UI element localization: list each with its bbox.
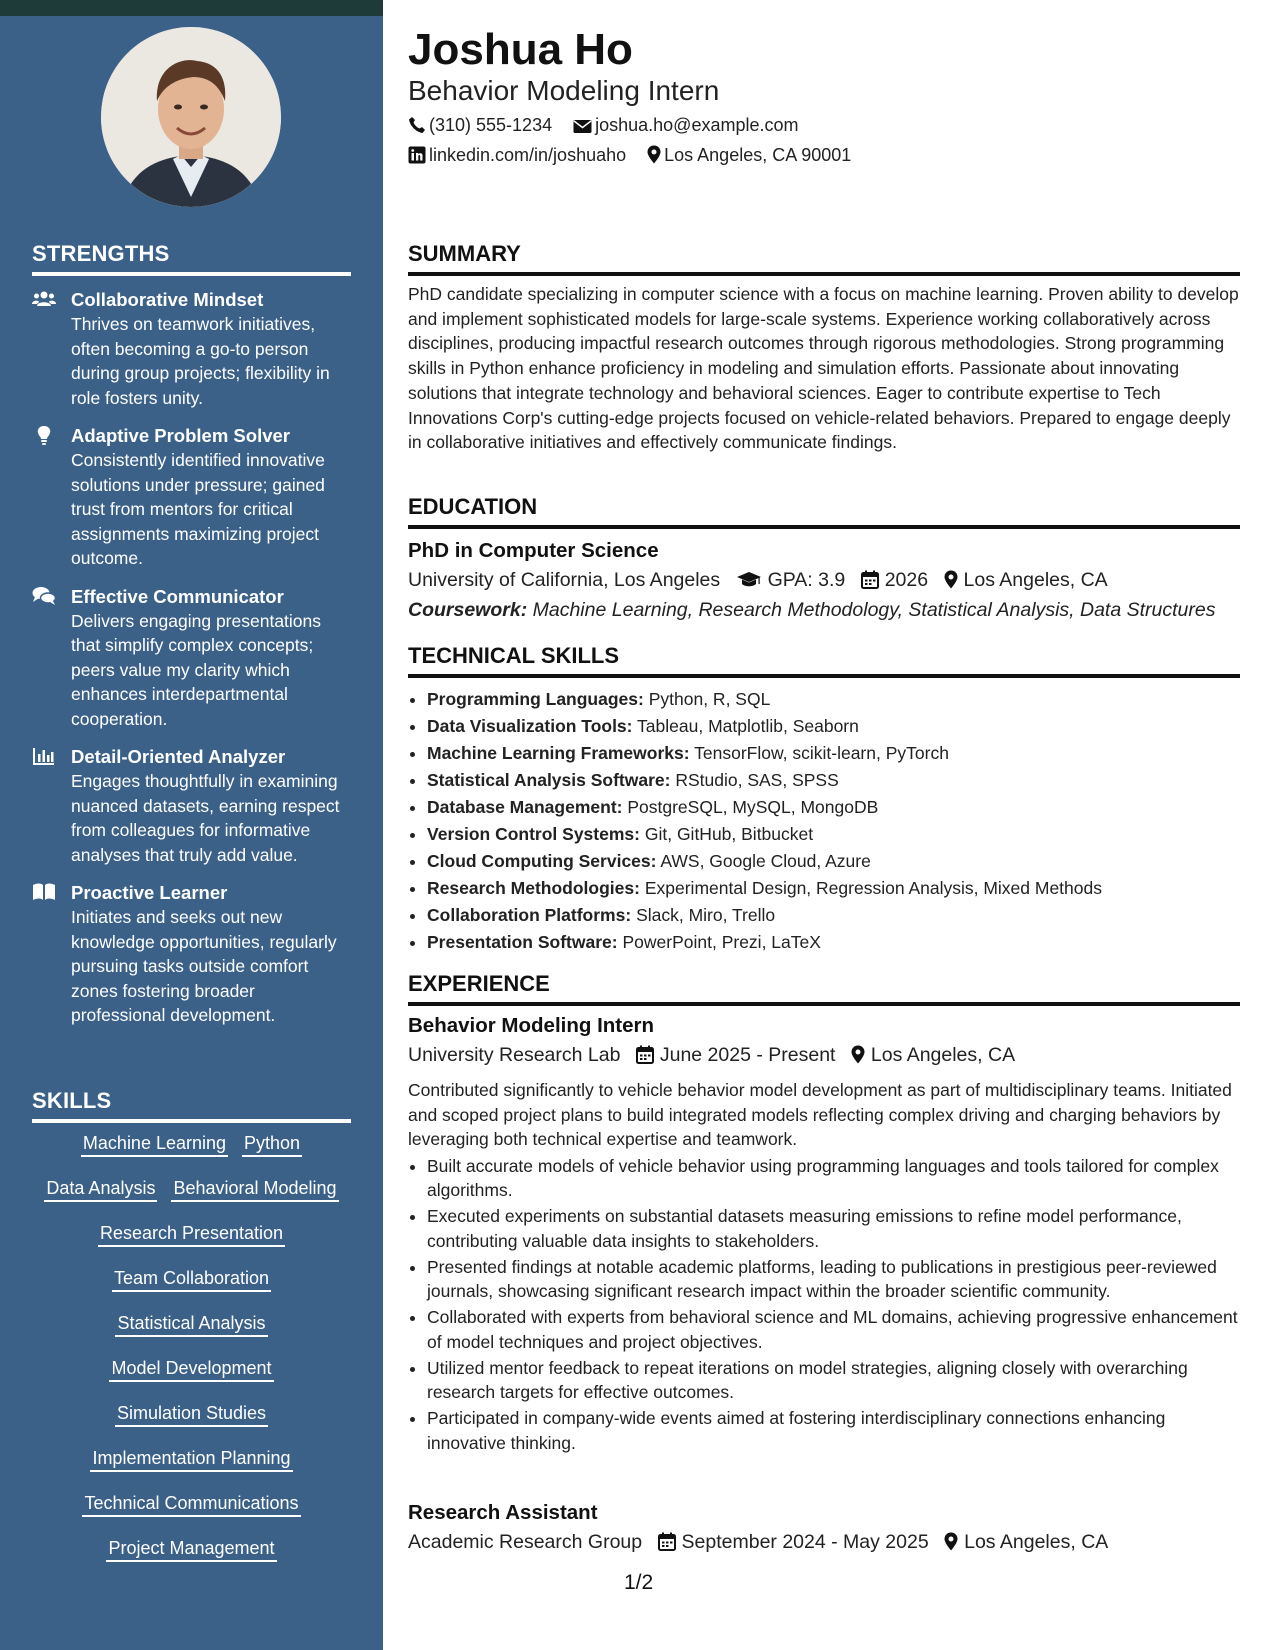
skill-tag: Model Development [109, 1357, 273, 1382]
calendar-icon [636, 1045, 654, 1064]
strength-description: Engages thoughtfully in examining nuanced datasets, earning respect from colleagues for informative analyses that truly add value. [71, 771, 340, 865]
education-meta [408, 565, 1240, 595]
book-open-icon [32, 882, 56, 902]
list-item [427, 929, 1259, 956]
bar-chart-icon [32, 746, 56, 766]
profile-photo [101, 27, 281, 207]
skill-tag: Technical Communications [82, 1492, 300, 1517]
sidebar [0, 0, 383, 1650]
skill-category: Research Methodologies: [427, 878, 640, 898]
skill-category: Version Control Systems: [427, 824, 640, 844]
calendar-icon [861, 570, 879, 589]
job-dates: September 2024 - May 2025 [681, 1531, 929, 1553]
contact-phone[interactable] [408, 113, 552, 137]
list-item: • Built accurate models of vehicle behavior using programming languages and tools tailored for complex algorithms. [427, 1154, 1240, 1203]
calendar-icon [658, 1532, 676, 1551]
strength-title: Collaborative Mindset [71, 289, 264, 310]
technical-skills-heading: TECHNICAL SKILLS [408, 643, 1240, 678]
strength-item [32, 287, 352, 410]
list-item [427, 902, 1259, 929]
contact-line-2 [408, 143, 867, 167]
envelope-icon [573, 118, 592, 134]
comments-icon [32, 586, 56, 606]
skill-category: Machine Learning Frameworks: [427, 743, 690, 763]
strength-item [32, 584, 352, 732]
users-icon [32, 289, 56, 309]
skill-category: Presentation Software: [427, 932, 618, 952]
map-pin-icon [851, 1045, 865, 1064]
graduation-year: 2026 [884, 569, 929, 591]
job-title: Behavior Modeling Intern [408, 1014, 655, 1037]
skill-category: Database Management: [427, 797, 623, 817]
skill-values: RStudio, SAS, SPSS [675, 770, 839, 790]
skill-category: Programming Languages: [427, 689, 644, 709]
phone-text: (310) 555-1234 [429, 115, 553, 135]
job-meta [408, 1040, 1240, 1070]
list-item [427, 767, 1259, 794]
map-pin-icon [647, 145, 661, 164]
strength-description: Consistently identified innovative solutions under pressure; gained trust from mentors for critical assignments maximizing project outcome. [71, 450, 325, 568]
strength-title: Adaptive Problem Solver [71, 425, 290, 446]
skill-values: Python, R, SQL [648, 689, 771, 709]
education-heading: EDUCATION [408, 494, 1240, 529]
strength-item [32, 744, 352, 867]
skill-values: PostgreSQL, MySQL, MongoDB [627, 797, 879, 817]
summary-text: PhD candidate specializing in computer science with a focus on machine learning. Proven ability to develop and implement sophisticated models for large-scale systems. Experience working collaboratively across disciplines, producing impactful research outcomes through rigorous methodologies. Strong programming skills in Python enhance proficiency in modeling and simulation efforts. Passionate about innovating solutions that integrate technology and behavioral sciences. Eager to contribute expertise to Tech Innovations Corp's cutting-edge projects focused on vehicle-related behaviors. Prepared to engage deeply in collaborative initiatives and effectively communicate findings. [408, 284, 1239, 453]
job-location: Los Angeles, CA [870, 1044, 1016, 1066]
contact-line-1 [408, 113, 815, 137]
job-org: Academic Research Group [408, 1531, 643, 1553]
map-pin-icon [944, 1532, 958, 1551]
skill-values: Git, GitHub, Bitbucket [644, 824, 814, 844]
linkedin-icon [408, 146, 426, 164]
strength-description: Thrives on teamwork initiatives, often becoming a go-to person during group projects; flexibility in role fosters unity. [71, 314, 330, 408]
experience-entry [408, 1012, 1240, 1457]
map-pin-icon [944, 570, 958, 589]
strength-title: Proactive Learner [71, 882, 228, 903]
skill-tag: Research Presentation [98, 1222, 285, 1247]
job-dates: June 2025 - Present [659, 1044, 836, 1066]
job-meta [408, 1527, 1240, 1557]
skill-tag: Statistical Analysis [115, 1312, 267, 1337]
skill-category: Collaboration Platforms: [427, 905, 632, 925]
coursework-line [408, 595, 1240, 625]
list-item: • Utilized mentor feedback to repeat iterations on model strategies, aligning closely with overarching research targets for effective outcomes. [427, 1356, 1240, 1405]
list-item [427, 740, 1259, 767]
job-description: Contributed significantly to vehicle behavior model development as part of multidisciplinary teams. Initiated and scoped project plans to build integrated models reflecting complex driving and charging behaviors by leveraging both technical expertise and teamwork. [408, 1080, 1232, 1149]
list-item [427, 713, 1259, 740]
skill-values: TensorFlow, scikit-learn, PyTorch [694, 743, 949, 763]
location-text: Los Angeles, CA 90001 [664, 145, 852, 165]
skill-category: Data Visualization Tools: [427, 716, 633, 736]
graduation-cap-icon [736, 571, 762, 589]
strength-title: Effective Communicator [71, 585, 284, 607]
strengths-list [32, 287, 352, 1041]
skills-heading: SKILLS [32, 1088, 351, 1123]
education-location: Los Angeles, CA [963, 569, 1108, 591]
contact-location [647, 143, 851, 167]
skill-values: AWS, Google Cloud, Azure [660, 851, 871, 871]
coursework-label: Coursework: [408, 599, 528, 621]
list-item [427, 794, 1259, 821]
degree-title: PhD in Computer Science [408, 539, 659, 562]
summary-heading: SUMMARY [408, 241, 1240, 276]
skill-category: Cloud Computing Services: [427, 851, 657, 871]
strength-item [32, 880, 352, 1028]
job-bullets [408, 1154, 1240, 1456]
lightbulb-icon [32, 425, 56, 445]
skill-tag: Project Management [106, 1537, 276, 1562]
skill-tag: Python [242, 1132, 302, 1157]
skill-tag: Simulation Studies [115, 1402, 268, 1427]
skill-values: Experimental Design, Regression Analysis, Mixed Methods [644, 878, 1102, 898]
list-item [427, 875, 1259, 902]
skill-values: Slack, Miro, Trello [636, 905, 776, 925]
skill-tag: Implementation Planning [90, 1447, 292, 1472]
skill-values: PowerPoint, Prezi, LaTeX [622, 932, 821, 952]
skills-tag-list [32, 1132, 351, 1582]
technical-skills-list [408, 686, 1259, 956]
gpa-text: GPA: 3.9 [767, 569, 846, 591]
strength-item [32, 423, 352, 571]
experience-heading: EXPERIENCE [408, 971, 1240, 1006]
contact-email[interactable] [573, 113, 798, 137]
skill-values: Tableau, Matplotlib, Seaborn [637, 716, 859, 736]
linkedin-text: linkedin.com/in/joshuaho [429, 145, 627, 165]
list-item: • Presented findings at notable academic platforms, leading to publications in prestigious peer-reviewed journals, showcasing significant research impact within the broader scientific community. [427, 1255, 1240, 1304]
candidate-role: Behavior Modeling Intern [408, 75, 720, 106]
list-item: • Collaborated with experts from behavioral science and ML domains, achieving progressive enhancement of model techniques and project objectives. [427, 1305, 1240, 1354]
education-entry [408, 537, 1240, 625]
job-org: University Research Lab [408, 1044, 621, 1066]
list-item [427, 686, 1259, 713]
sidebar-top-bar [0, 0, 383, 16]
list-item: • Executed experiments on substantial datasets measuring emissions to refine model performance, contributing valuable data insights to stakeholders. [427, 1204, 1240, 1253]
contact-linkedin[interactable] [408, 143, 626, 167]
strength-description: Initiates and seeks out new knowledge opportunities, regularly pursuing tasks outside comfort zones fostering broader professional development. [71, 907, 337, 1025]
list-item [427, 821, 1259, 848]
page-number: 1/2 [624, 1571, 654, 1594]
skill-tag: Data Analysis [44, 1177, 157, 1202]
job-title: Research Assistant [408, 1501, 598, 1524]
email-text: joshua.ho@example.com [595, 115, 799, 135]
coursework-list: Machine Learning, Research Methodology, Statistical Analysis, Data Structures [532, 599, 1216, 621]
list-item [427, 848, 1259, 875]
candidate-name: Joshua Ho [408, 25, 633, 74]
strength-description: Delivers engaging presentations that simplify complex concepts; peers value my clarity which enhances interdepartmental cooperation. [71, 610, 322, 729]
phone-icon [408, 116, 426, 134]
school-name: University of California, Los Angeles [408, 569, 721, 591]
list-item: • Participated in company-wide events aimed at fostering interdisciplinary connections enhancing innovative thinking. [427, 1406, 1240, 1455]
strength-title: Detail-Oriented Analyzer [71, 746, 286, 767]
skill-category: Statistical Analysis Software: [427, 770, 671, 790]
skill-tag: Machine Learning [81, 1132, 228, 1157]
skill-tag: Team Collaboration [112, 1267, 271, 1292]
experience-entry [408, 1499, 1240, 1557]
strengths-heading: STRENGTHS [32, 241, 351, 276]
job-location: Los Angeles, CA [964, 1531, 1109, 1553]
skill-tag: Behavioral Modeling [171, 1177, 338, 1202]
